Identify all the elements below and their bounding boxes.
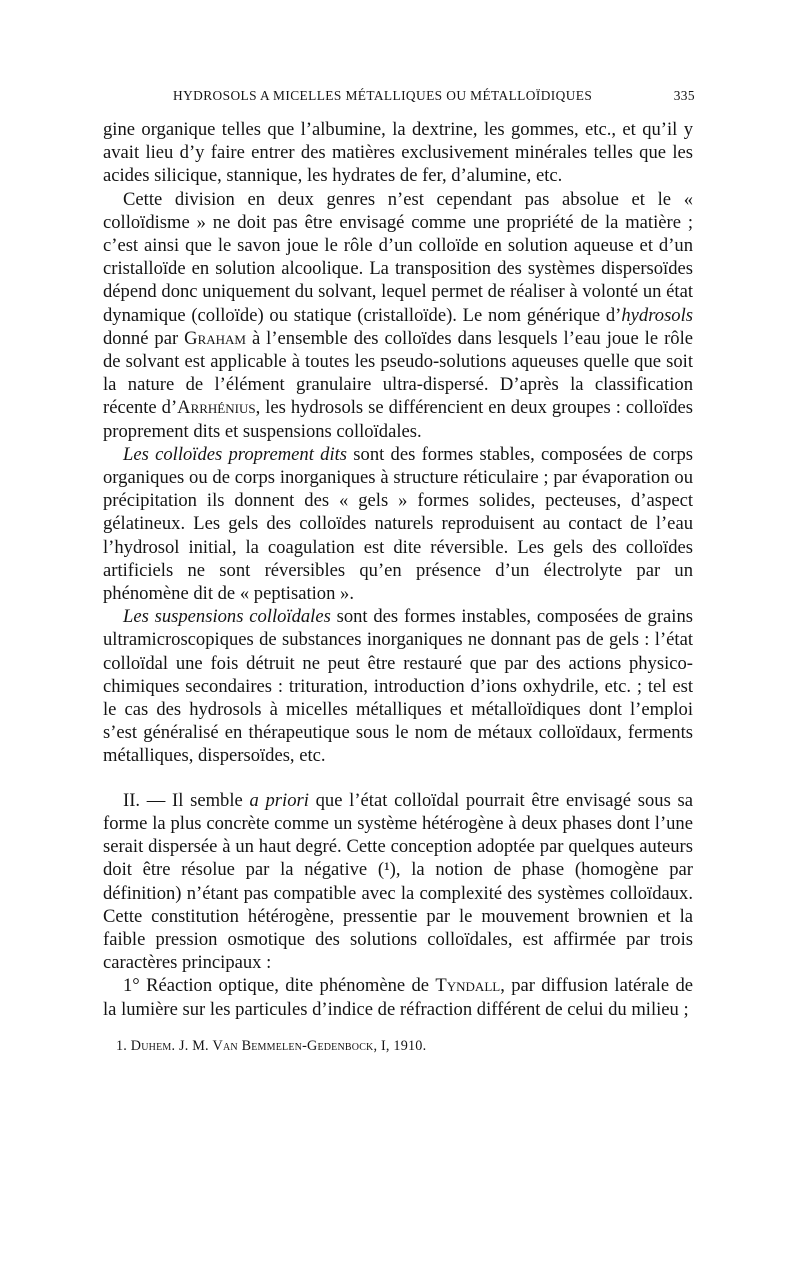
term-suspensions: Les suspensions colloïdales bbox=[123, 606, 331, 628]
paragraph-reaction-optique: 1° Réaction optique, dite phénomène de Tyndall, par diffusion latérale de la lumière sur les particules d’indice de réfraction différent de celui du milieu ; bbox=[103, 975, 693, 1020]
term-a-priori: a priori bbox=[249, 789, 309, 811]
paragraph-division: Cette division en deux genres n’est cependant pas absolue et le « colloïdisme » ne doit pas être envisagé comme une propriété de la matière ; c’est ainsi que le savon joue le rôle d’un colloïde en solution aqueuse et d’un cristalloïde en solution alcoolique. La transposition des systèmes dispersoïdes dépend donc uniquement du solvant, lequel permet de réaliser à volonté un état dynamique (colloïde) ou statique (cristalloïde). Le nom générique d’hydrosols donné par Graham à l’ensemble des colloïdes dans lesquels l’eau joue le rôle de solvant est applicable à toutes les pseudo-solutions aqueuses quelle que soit la nature de l’élément granulaire ultra-dispersé. D’après la classification récente d’Arrhénius, les hydrosols se différencient en deux groupes : colloïdes proprement dits et suspensions colloïdales. bbox=[103, 188, 693, 442]
running-title: HYDROSOLS A MICELLES MÉTALLIQUES OU MÉTALLOÏDIQUES bbox=[173, 88, 593, 103]
term-colloides: Les colloïdes proprement dits bbox=[123, 443, 348, 465]
body-text bbox=[103, 118, 693, 1021]
document-page bbox=[103, 88, 693, 1055]
paragraph-continuation: gine organique telles que l’albumine, la dextrine, les gommes, etc., et qu’il y avait lieu d’y faire entrer des matières exclusivement minérales telles que les acides silicique, stannique, les hydrates de fer, d’alumine, etc. bbox=[103, 119, 693, 187]
name-arrhenius: Arrhénius bbox=[177, 397, 256, 419]
paragraph-suspensions: Les suspensions colloïdales sont des formes instables, composées de grains ultramicroscopiques de substances inorganiques ne donnant pas de gels : l’état colloïdal une fois détruit ne peut être restauré que par des actions physico-chimiques secondaires : trituration, introduction d’ions oxhydrile, etc. ; tel est le cas des hydrosols à micelles métalliques et métalloïdiques dont l’emploi s’est généralisé en thérapeutique sous le nom de métaux colloïdaux, ferments métalliques, dispersoïdes, etc. bbox=[103, 606, 693, 767]
paragraph-section-ii: II. — Il semble a priori que l’état colloïdal pourrait être envisagé sous sa forme la plus concrète comme un système hétérogène à deux phases dont l’une serait dispersée à un haut degré. Cette conception adoptée par quelques auteurs doit être résolue par la négative (¹), la notion de phase (homogène par définition) n’étant pas compatible avec la complexité des systèmes colloïdaux. Cette constitution hétérogène, pressentie par le mouvement brownien et la faible pression osmotique des solutions colloïdales, est affirmée par trois caractères principaux : bbox=[103, 789, 694, 974]
page-number: 335 bbox=[673, 88, 695, 103]
name-tyndall: Tyndall bbox=[435, 975, 501, 997]
footnote-author: Duhem bbox=[130, 1037, 172, 1054]
term-hydrosols: hydrosols bbox=[621, 304, 693, 326]
footnote-author-2: Van Bemmelen-Gedenbock bbox=[212, 1037, 374, 1054]
running-header bbox=[173, 88, 695, 110]
footnote: 1. Duhem. J. M. Van Bemmelen-Gedenbock, I, 1910. bbox=[116, 1037, 427, 1054]
paragraph-colloides: Les colloïdes proprement dits sont des formes stables, composées de corps organiques ou de corps inorganiques à structure réticulaire ; par évaporation ou précipitation ils donnent des « gels » formes solides, pecteuses, d’aspect gélatineux. Les gels des colloïdes naturels reproduisent au contact de l’eau l’hydrosol initial, la coagulation est dite réversible. Les gels des colloïdes artificiels ne sont réversibles qu’en présence d’un électrolyte par un phénomène dit de « peptisation ». bbox=[103, 443, 693, 605]
name-graham: Graham bbox=[184, 327, 246, 349]
